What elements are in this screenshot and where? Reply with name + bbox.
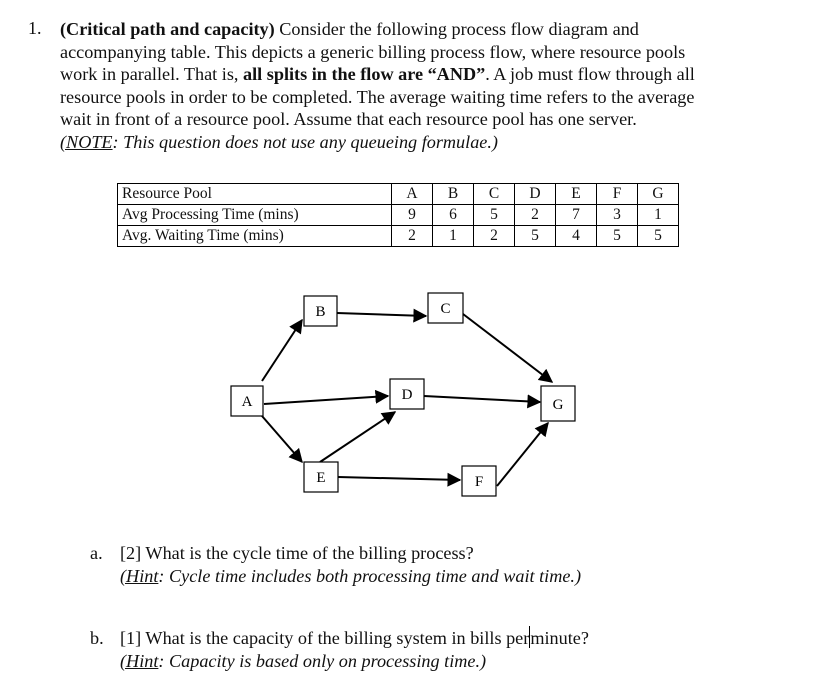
pool-header: E [556, 184, 597, 205]
table-cell: 1 [638, 205, 679, 226]
pool-header: A [392, 184, 433, 205]
and-splits-emphasis: all splits in the flow are “AND” [243, 64, 486, 85]
question-note: (NOTE: This question does not use any queueing formulae.) [60, 131, 498, 152]
svg-text:F: F [474, 474, 484, 490]
part-b-question: [1] What is the capacity of the billing system in bills perminute? [120, 628, 589, 648]
table-cell: 6 [433, 205, 474, 226]
edge-e-f [338, 477, 460, 480]
edge-e-d [320, 412, 395, 462]
svg-text:D: D [401, 387, 413, 403]
svg-text:G: G [552, 397, 564, 413]
part-b-hint: (Hint: Capacity is based only on processing time.) [120, 650, 487, 671]
table-cell: 5 [474, 205, 515, 226]
svg-text:C: C [440, 301, 451, 317]
part-a [90, 542, 581, 587]
question-line-3: work in parallel. That is, all splits in the flow are “AND”. A job must flow through all [60, 64, 695, 85]
table-cell: 1 [433, 226, 474, 247]
edge-b-c [337, 313, 426, 316]
node-g [541, 386, 575, 421]
svg-text:E: E [316, 470, 326, 486]
part-a-question: [2] What is the cycle time of the billing process? [120, 543, 474, 563]
node-e [304, 462, 338, 492]
table-header-label: Resource Pool [118, 184, 392, 205]
node-d [390, 379, 424, 409]
table-cell: 3 [597, 205, 638, 226]
table-cell: 5 [597, 226, 638, 247]
edge-a-d [264, 396, 388, 404]
part-a-hint: (Hint: Cycle time includes both processing time and wait time.) [120, 565, 582, 586]
question-line-4: resource pools in order to be completed. The average waiting time refers to the average [60, 86, 695, 107]
row-label: Avg. Waiting Time (mins) [118, 226, 392, 247]
question-title: (Critical path and capacity) [60, 19, 275, 39]
table-cell: 7 [556, 205, 597, 226]
table-cell: 2 [515, 205, 556, 226]
edge-c-g [463, 314, 552, 382]
edge-a-b [262, 320, 302, 381]
pool-header: C [474, 184, 515, 205]
svg-text:A: A [241, 394, 253, 410]
question-line-5: wait in front of a resource pool. Assume that each resource pool has one server. [60, 109, 637, 130]
table-cell: 4 [556, 226, 597, 247]
question-line-1: (Critical path and capacity) Consider the following process flow diagram and [60, 19, 639, 39]
pool-header: D [515, 184, 556, 205]
table-cell: 9 [392, 205, 433, 226]
node-a [231, 386, 263, 416]
node-c [428, 293, 463, 323]
part-b-letter: b. [90, 628, 104, 648]
table-cell: 2 [392, 226, 433, 247]
table-cell: 5 [515, 226, 556, 247]
question-number: 1. [28, 18, 42, 38]
edge-f-g [497, 423, 548, 486]
svg-text:B: B [315, 304, 326, 320]
part-a-letter: a. [90, 543, 103, 563]
node-f [462, 466, 496, 496]
question-line-2: accompanying table. This depicts a generic billing process flow, where resource pools [60, 41, 686, 62]
row-label: Avg Processing Time (mins) [118, 205, 392, 226]
pool-header: G [638, 184, 679, 205]
pool-header: F [597, 184, 638, 205]
edge-a-e [262, 416, 302, 462]
node-b [304, 296, 337, 326]
part-b [90, 626, 589, 672]
edge-d-g [424, 396, 540, 402]
table-cell: 5 [638, 226, 679, 247]
pool-header: B [433, 184, 474, 205]
table-cell: 2 [474, 226, 515, 247]
